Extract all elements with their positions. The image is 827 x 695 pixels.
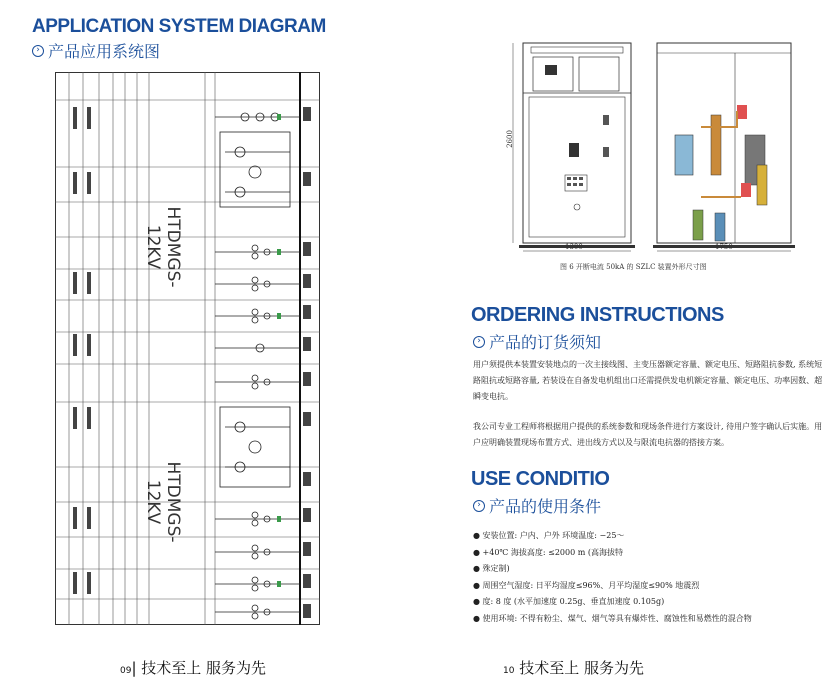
left-footer-text: 技术至上 服务为先	[141, 659, 267, 677]
figure-caption: 图 6 开断电流 50kA 的 SZLC 装置外形尺寸图	[560, 263, 707, 271]
cabinet-drawing	[505, 35, 805, 260]
dim-height: 2600	[505, 130, 514, 148]
arrow-circle-icon: ›	[32, 45, 44, 57]
system-diagram-drawing	[55, 72, 320, 625]
ordering-title-cn-text: 产品的订货须知	[489, 333, 602, 352]
condition-item: ● 度: 8 度 (水平加速度 0.25g、垂直加速度 0.105g)	[473, 597, 665, 606]
condition-item: ● +40℃ 海拔高度: ≤2000 m (高海拔特	[473, 547, 623, 557]
condition-item: ● 周围空气湿度: 日平均湿度≤96%、月平均湿度≤90% 地震烈	[473, 580, 700, 590]
cabinet-figure	[505, 35, 805, 260]
condition-item: ● 安装位置: 户内、户外 环境温度: −25～	[473, 531, 625, 540]
right-footer	[503, 657, 644, 678]
conditions-list	[473, 528, 825, 627]
use-title-cn-text: 产品的使用条件	[489, 497, 602, 516]
left-page-number: 09	[120, 666, 132, 676]
ordering-title-en: ORDERING INSTRUCTIONS	[471, 304, 724, 326]
diagram-label-top: HTDMGS-12KV	[143, 206, 183, 288]
dim-width-front: 1300	[565, 243, 583, 251]
left-title-cn-text: 产品应用系统图	[48, 42, 161, 61]
condition-item: ● 使用环境: 不得有粉尘、煤气、烟气等具有爆炸性、腐蚀性和易燃性的混合物	[473, 613, 752, 623]
left-title-cn	[32, 39, 160, 62]
left-footer: 09| 技术至上 服务为先	[120, 659, 267, 677]
right-page-number: 10	[503, 666, 515, 676]
ordering-paragraph-1: 用户须提供本装置安装地点的一次主接线图、主变压器额定容量、额定电压、短路阻抗参数, 系统短路阻抗或短路容量, 若装设在自备发电机组出口还需提供发电机额定容量、额定电压、功率因数、超瞬变电抗。	[473, 360, 823, 401]
right-footer-text: 技术至上 服务为先	[519, 659, 645, 677]
arrow-circle-icon: ›	[473, 336, 485, 348]
condition-item: ● 殊定制)	[473, 564, 510, 573]
left-title-en: APPLICATION SYSTEM DIAGRAM	[32, 16, 326, 37]
system-diagram	[55, 72, 320, 625]
use-title-cn	[473, 494, 601, 517]
ordering-paragraph-2: 我公司专业工程师将根据用户提供的系统参数和现场条件进行方案设计, 待用户签字确认后实施。用户应明确装置现场布置方式、进出线方式以及与限流电抗器的搭接方案。	[473, 422, 823, 447]
diagram-label-bottom: HTDMGS-12KV	[143, 461, 183, 543]
dim-width-side: 1750	[715, 243, 733, 251]
use-title-en: USE CONDITIO	[471, 468, 610, 490]
ordering-title-cn	[473, 330, 601, 353]
arrow-circle-icon: ›	[473, 500, 485, 512]
